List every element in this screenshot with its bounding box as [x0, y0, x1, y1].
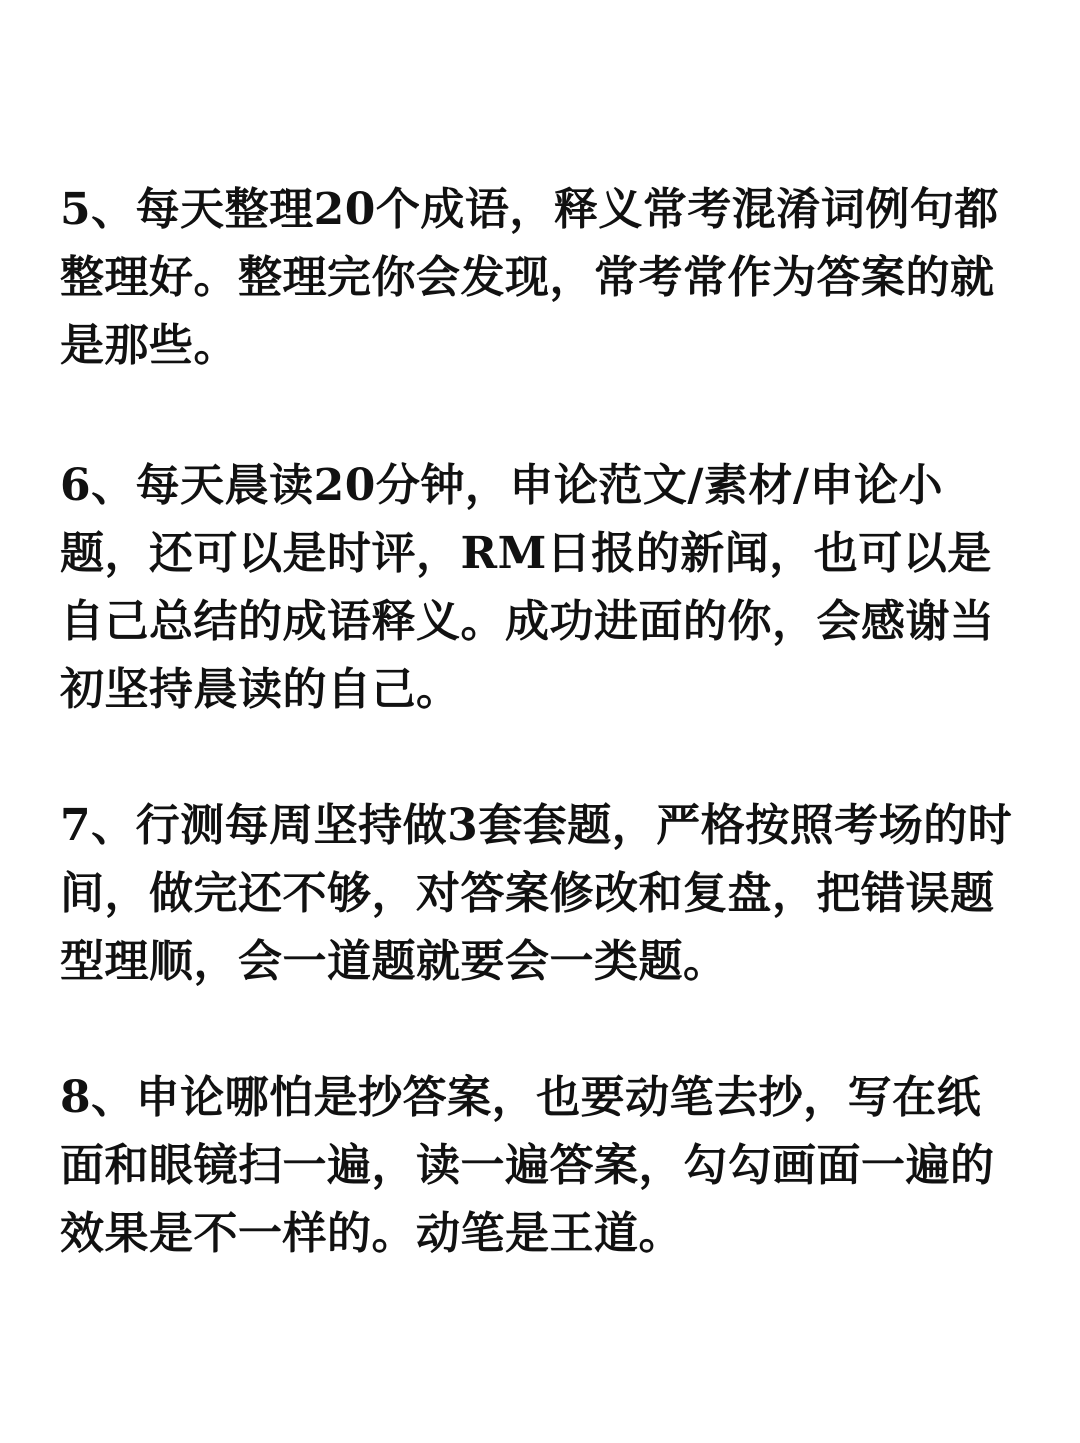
tip-paragraph-6: 6、每天晨读20分钟，申论范文/素材/申论小题，还可以是时评，RM日报的新闻，也可以是自己总结的成语释义。成功进面的你，会感谢当初坚持晨读的自己。: [60, 460, 995, 715]
tip-paragraph-5: 5、每天整理20个成语，释义常考混淆词例句都整理好。整理完你会发现，常考常作为答案的就是那些。: [60, 184, 999, 371]
tip-paragraph-7: 7、行测每周坚持做3套套题，严格按照考场的时间，做完还不够，对答案修改和复盘，把错误题型理顺，会一道题就要会一类题。: [60, 800, 1013, 987]
tip-paragraph-8: 8、申论哪怕是抄答案，也要动笔去抄，写在纸面和眼镜扫一遍，读一遍答案，勾勾画面一遍的效果是不一样的。动笔是王道。: [60, 1072, 995, 1259]
